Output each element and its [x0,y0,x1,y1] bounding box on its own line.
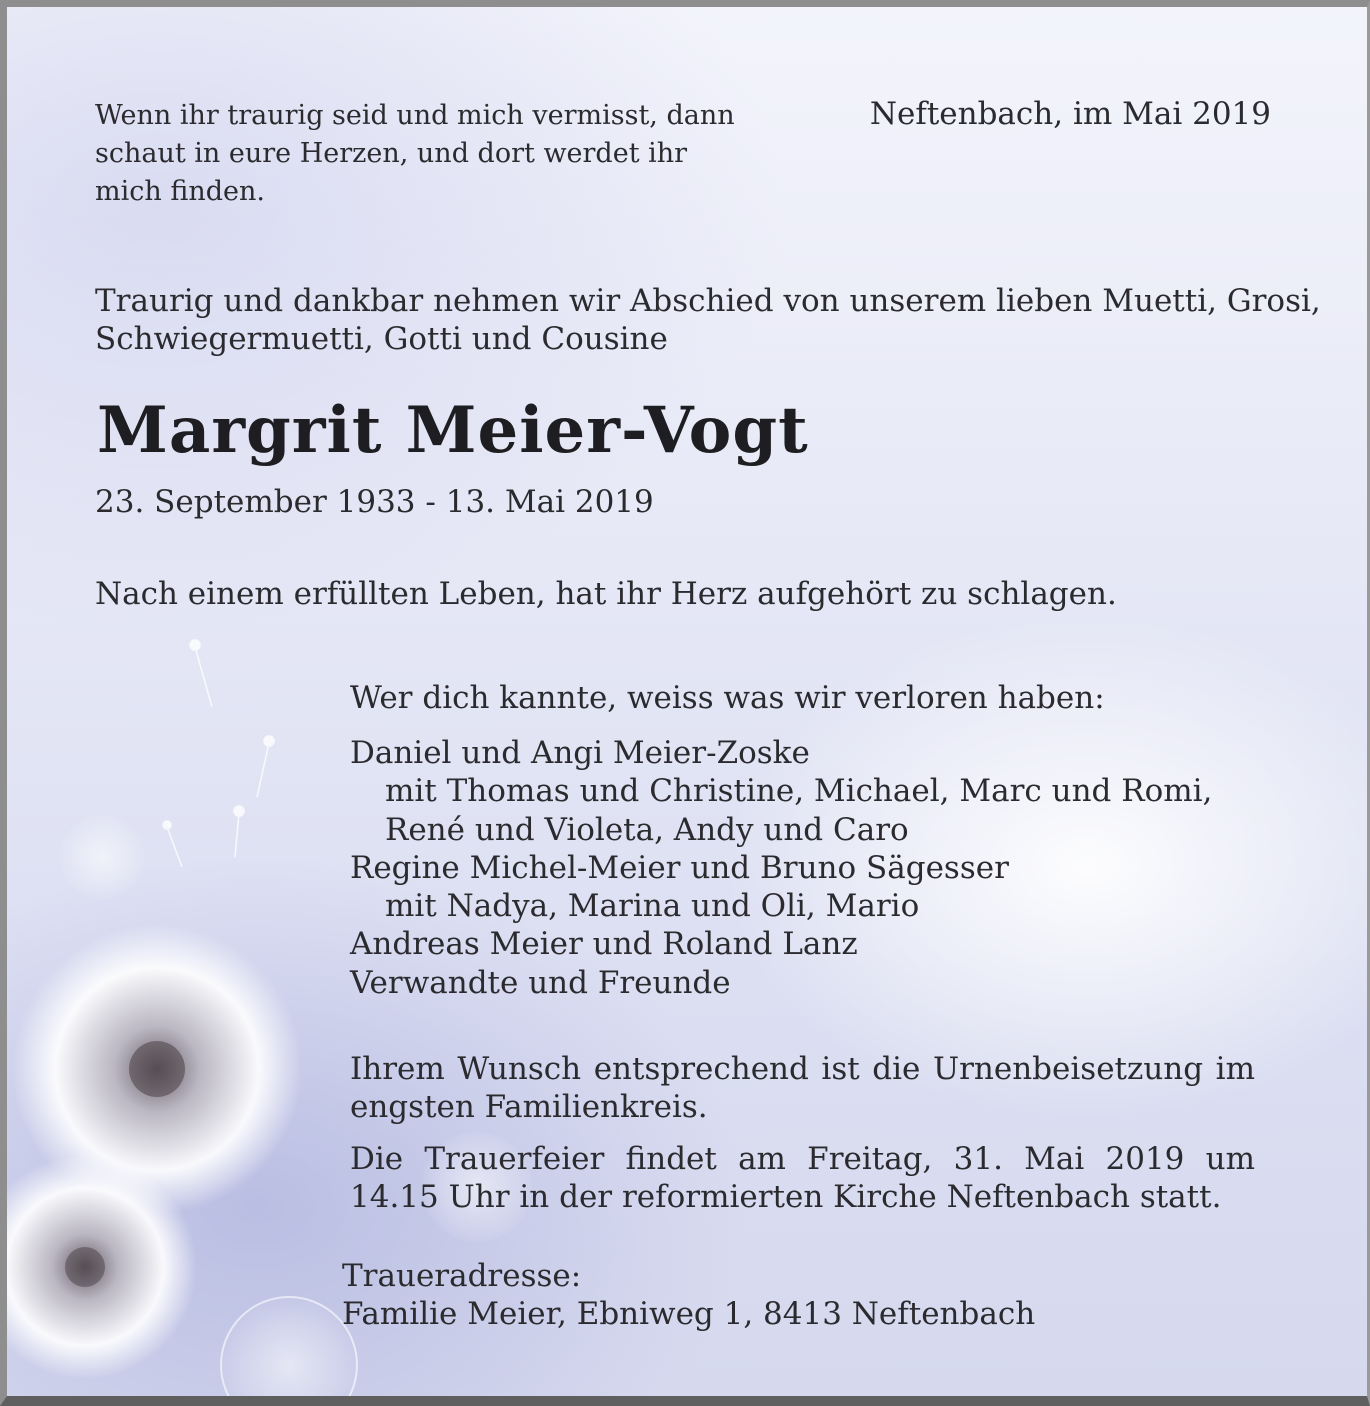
list-item: mit Nadya, Marina und Oli, Mario [385,888,920,925]
floating-seeds [163,640,274,867]
address: Familie Meier, Ebniweg 1, 8413 Neftenbach [342,1296,1036,1332]
deceased-name: Margrit Meier-Vogt [97,393,809,468]
bokeh-circle [60,815,144,899]
mourners-intro: Wer dich kannte, weiss was wir verloren haben: [350,680,1105,716]
burial-text: Ihrem Wunsch entsprechend ist die Urnenbeisetzung im engsten Familienkreis. [350,1051,1255,1125]
life-dates: 23. September 1933 - 13. Mai 2019 [95,484,654,520]
list-item: Regine Michel-Meier und Bruno Sägesser [350,849,1009,886]
mourners-list [350,734,1212,1002]
intro-text: Traurig und dankbar nehmen wir Abschied von unserem lieben Muetti, Grosi, Schwiegermuetti, Gotti und Cousine [95,283,1321,357]
list-item: mit Thomas und Christine, Michael, Marc und Romi, [385,773,1213,810]
list-item: René und Violeta, Andy und Caro [385,811,909,848]
ceremony-text: Die Trauerfeier findet am Freitag, 31. Mai 2019 um 14.15 Uhr in der reformierten Kirche Neftenbach statt. [350,1141,1255,1215]
address-label: Traueradresse: [342,1258,582,1294]
list-item: Verwandte und Freunde [350,964,731,1001]
list-item: Andreas Meier und Roland Lanz [350,926,858,963]
list-item: Daniel und Angi Meier-Zoske [350,735,810,771]
bokeh-circle [221,1297,357,1396]
motto-poem: Wenn ihr traurig seid und mich vermisst, dann schaut in eure Herzen, und dort werdet ihr mich finden. [95,100,735,207]
life-text: Nach einem erfüllten Leben, hat ihr Herz aufgehört zu schlagen. [95,576,1117,612]
place-date: Neftenbach, im Mai 2019 [869,96,1271,132]
